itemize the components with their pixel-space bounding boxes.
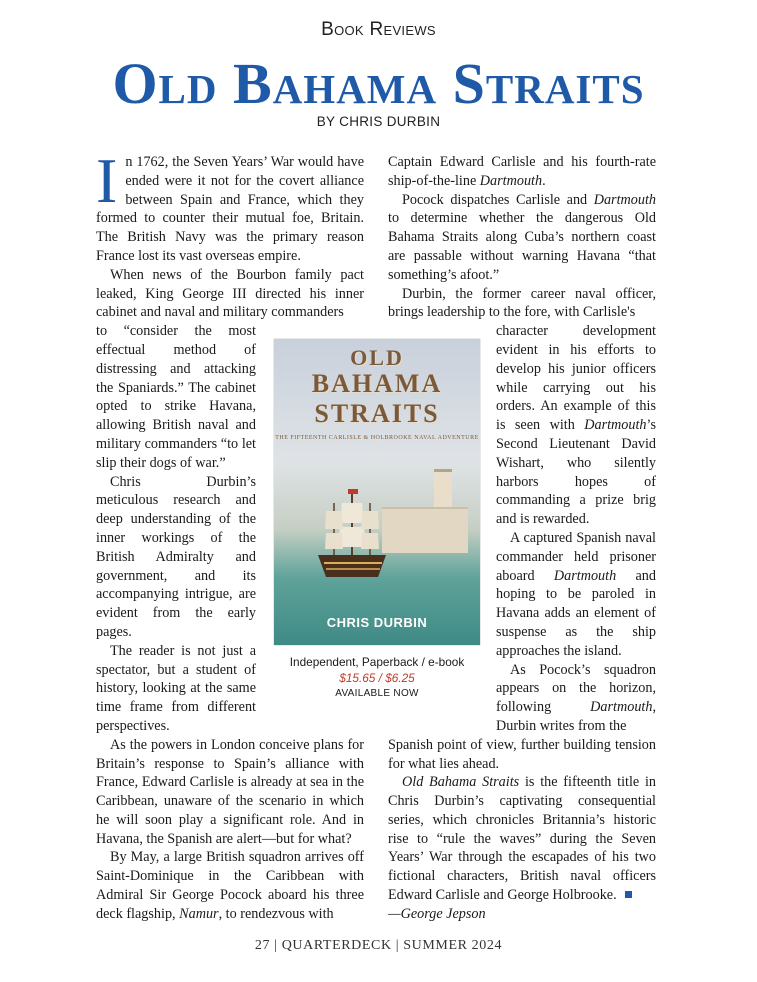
page-footer: 27 | QUARTERDECK | SUMMER 2024 bbox=[254, 938, 503, 953]
fortress-illustration bbox=[382, 507, 468, 553]
cover-title-line: OLD bbox=[350, 345, 404, 370]
wrapped-text bbox=[496, 322, 656, 736]
end-mark-icon bbox=[625, 891, 632, 898]
paragraph: Chris Durbin’s meticulous research and deep understanding of the inner workings of the British Admiralty and government, and its accompanying intrigue, are evident from the early pages. bbox=[96, 473, 256, 640]
book-caption bbox=[268, 655, 486, 702]
paragraph: In 1762, the Seven Years’ War would have ended were it not for the covert alliance between Spain and France, which they formed to counter their mutual foe, Britain. The British Navy was the primary reason France lost its vast overseas empire. bbox=[96, 145, 364, 264]
cover-subtitle: THE FIFTEENTH CARLISLE & HOLBROOKE NAVAL ADVENTURE bbox=[275, 435, 479, 441]
paragraph: Pocock dispatches Carlisle and Dartmouth to determine whether the dangerous Old Bahama Straits along Cuba’s northern coast are passable without warning Havana “that something’s afoot.” bbox=[388, 191, 656, 283]
paragraph: By May, a large British squadron arrives off Saint-Dominique in the Caribbean with Admiral Sir George Pocock aboard his three deck flagship, Namur, to rendezvous with bbox=[96, 849, 364, 922]
section-label: Book Reviews bbox=[321, 19, 436, 40]
book-availability: AVAILABLE NOW bbox=[335, 688, 419, 699]
paragraph: to “consider the most effectual method of distressing and attacking the Spaniards.” The cabinet opted to strike Havana, allowing British naval and military commanders “to let slip their dogs of war.” bbox=[96, 323, 256, 471]
paragraph: Durbin, the former career naval officer, brings leadership to the fore, with Carlisle's bbox=[388, 285, 656, 321]
wrapped-text bbox=[96, 322, 256, 736]
book-cover-image bbox=[274, 339, 480, 645]
paragraph: A captured Spanish naval commander held prisoner aboard Dartmouth and hoping to be paroled in Havana adds an element of suspense as the ship approaches the island. bbox=[496, 529, 656, 659]
paragraph: As Pocock’s squadron appears on the horizon, following Dartmouth, Durbin writes from the bbox=[496, 661, 656, 734]
paragraph: Spanish point of view, further building tension for what lies ahead. bbox=[388, 736, 656, 772]
paragraph: The reader is not just a spectator, but a student of history, looking at the same time frame from different perspectives. bbox=[96, 642, 256, 734]
ship-illustration bbox=[312, 489, 392, 585]
cover-title-line: BAHAMA bbox=[311, 369, 443, 398]
paragraph: When news of the Bourbon family pact leaked, King George III directed his inner cabinet and naval and military commanders bbox=[96, 266, 364, 321]
drop-cap: I bbox=[96, 145, 118, 216]
paragraph: Old Bahama Straits is the fifteenth title in Chris Durbin’s captivating consequential series, which chronicles Britannia’s historic rise to “rule the waves” during the Seven Years’ War through the escapades of his two fictional characters, British naval officers Edward Carlisle and George Holbrooke. bbox=[388, 774, 657, 904]
reviewer-signoff: —George Jepson bbox=[388, 905, 486, 922]
paragraph: character development evident in his efforts to develop his junior officers while carrying out his orders. An example of this is seen with Dartmouth’s Second Lieutenant David Wishart, who silently harbors hopes of commanding a prize brig and is rewarded. bbox=[496, 323, 656, 528]
paragraph: Captain Edward Carlisle and his fourth-rate ship-of-the-line Dartmouth. bbox=[388, 154, 656, 189]
cover-title-line: STRAITS bbox=[314, 399, 440, 428]
paragraph: As the powers in London conceive plans for Britain’s response to Spain’s alliance with France, Edward Carlisle is already at sea in the Caribbean, unaware of the scenario in which he will soon play a significant role. And in Havana, the Spanish are alert—but for what? bbox=[96, 736, 364, 847]
book-format: Independent, Paperback / e-book bbox=[289, 655, 465, 669]
book-price: $15.65 / $6.25 bbox=[339, 670, 415, 685]
byline: BY CHRIS DURBIN bbox=[316, 114, 441, 129]
cover-author: CHRIS DURBIN bbox=[326, 615, 428, 630]
article-title: Old Bahama Straits bbox=[112, 51, 645, 116]
